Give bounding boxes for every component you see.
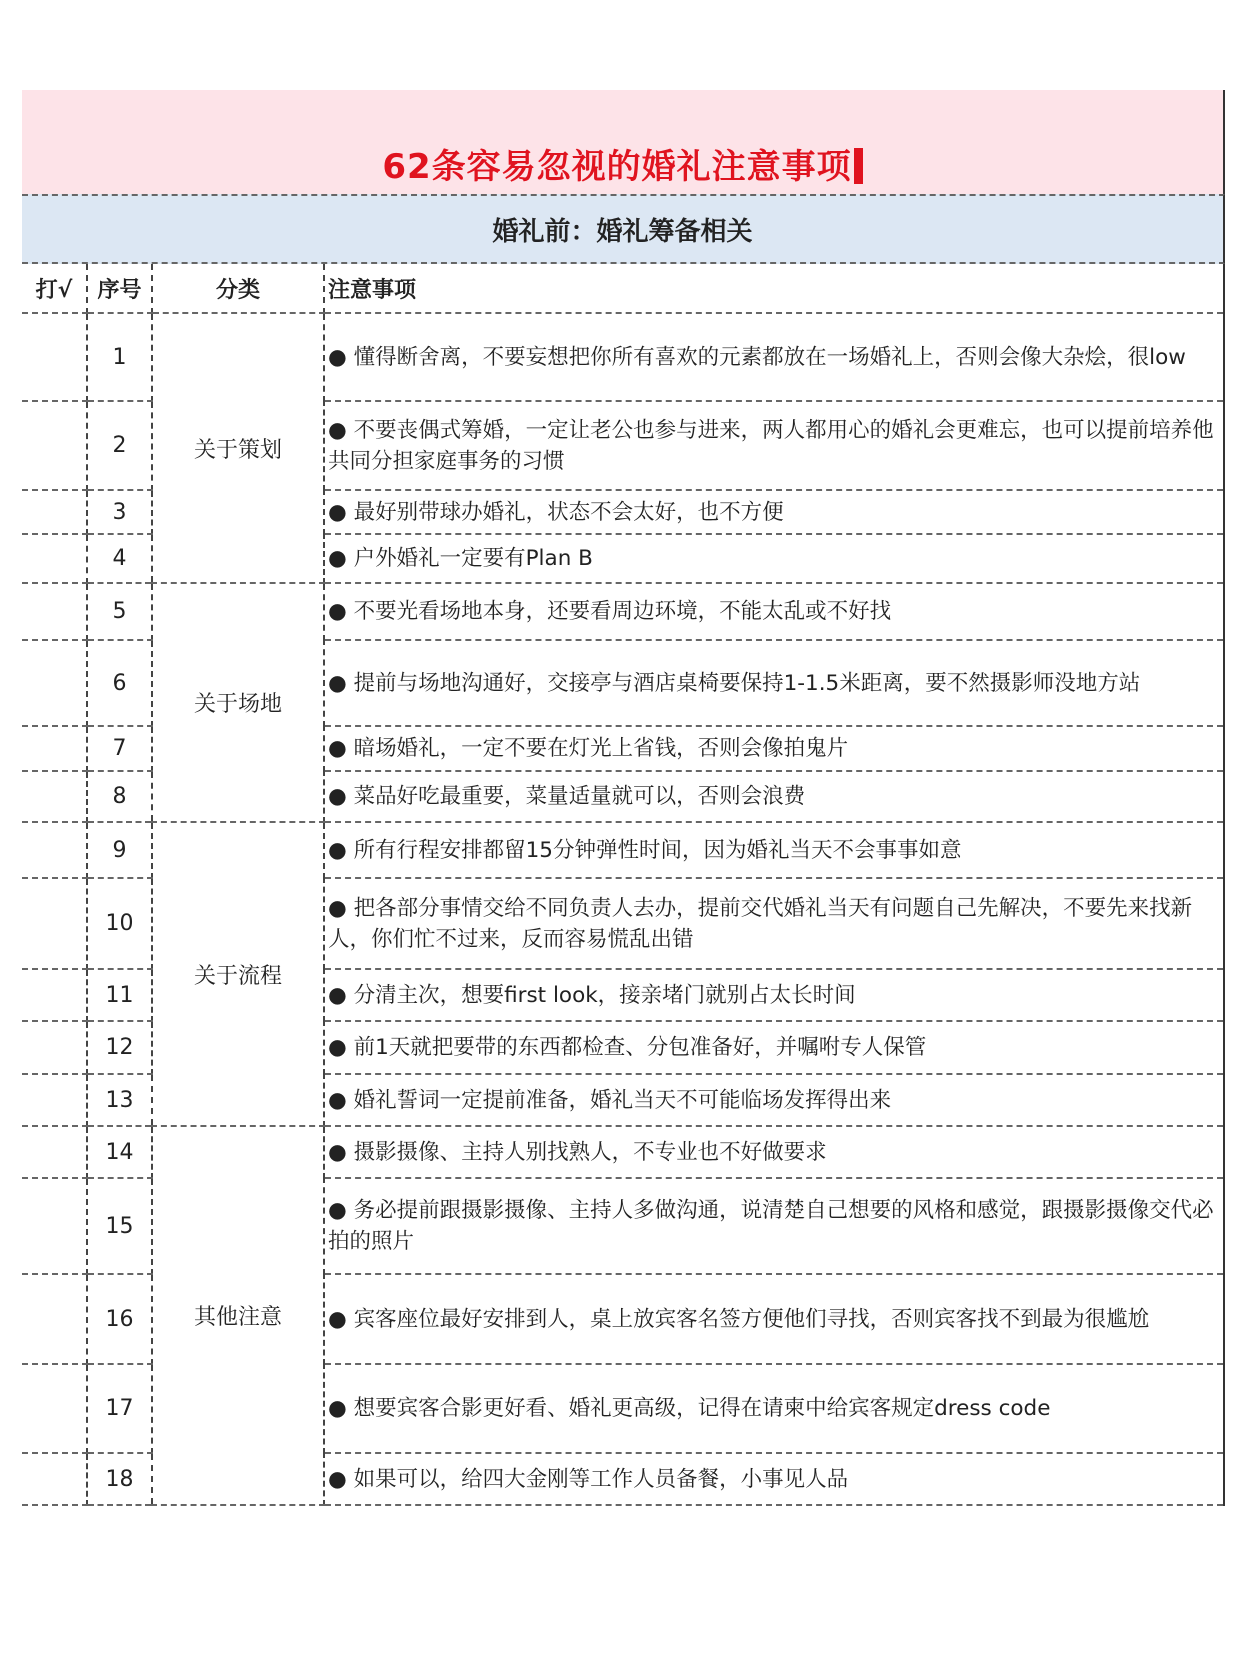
check-cell[interactable] [22, 490, 87, 534]
note-cell: ● 懂得断舍离，不要妄想把你所有喜欢的元素都放在一场婚礼上，否则会像大杂烩，很low [324, 313, 1224, 401]
check-cell[interactable] [22, 771, 87, 822]
header-category: 分类 [152, 264, 324, 313]
seq-cell: 16 [87, 1274, 152, 1364]
title-band [22, 90, 1225, 194]
header-row [22, 264, 1224, 313]
seq-cell: 4 [87, 534, 152, 583]
seq-cell: 14 [87, 1126, 152, 1178]
notes-table [22, 264, 1225, 1506]
seq-cell: 15 [87, 1178, 152, 1274]
check-cell[interactable] [22, 969, 87, 1021]
table-row [22, 822, 1224, 878]
note-cell: ● 最好别带球办婚礼，状态不会太好，也不方便 [324, 490, 1224, 534]
seq-cell: 7 [87, 726, 152, 771]
note-cell: ● 菜品好吃最重要，菜量适量就可以，否则会浪费 [324, 771, 1224, 822]
seq-cell: 8 [87, 771, 152, 822]
check-cell[interactable] [22, 640, 87, 726]
table-row [22, 313, 1224, 401]
category-cell: 关于场地 [152, 583, 324, 822]
note-cell: ● 婚礼誓词一定提前准备，婚礼当天不可能临场发挥得出来 [324, 1074, 1224, 1126]
seq-cell: 3 [87, 490, 152, 534]
note-cell: ● 暗场婚礼，一定不要在灯光上省钱，否则会像拍鬼片 [324, 726, 1224, 771]
note-cell: ● 提前与场地沟通好，交接亭与酒店桌椅要保持1-1.5米距离，要不然摄影师没地方站 [324, 640, 1224, 726]
check-cell[interactable] [22, 401, 87, 490]
category-cell: 其他注意 [152, 1126, 324, 1505]
check-cell[interactable] [22, 313, 87, 401]
seq-cell: 12 [87, 1021, 152, 1074]
check-cell[interactable] [22, 1021, 87, 1074]
check-cell[interactable] [22, 1364, 87, 1453]
check-cell[interactable] [22, 583, 87, 640]
note-cell: ● 摄影摄像、主持人别找熟人，不专业也不好做要求 [324, 1126, 1224, 1178]
seq-cell: 1 [87, 313, 152, 401]
note-cell: ● 不要光看场地本身，还要看周边环境，不能太乱或不好找 [324, 583, 1224, 640]
seq-cell: 10 [87, 878, 152, 969]
seq-cell: 17 [87, 1364, 152, 1453]
header-note: 注意事项 [324, 264, 1224, 313]
seq-cell: 2 [87, 401, 152, 490]
note-cell: ● 务必提前跟摄影摄像、主持人多做沟通，说清楚自己想要的风格和感觉，跟摄影摄像交代必拍的照片 [324, 1178, 1224, 1274]
seq-cell: 9 [87, 822, 152, 878]
seq-cell: 5 [87, 583, 152, 640]
note-cell: ● 前1天就把要带的东西都检查、分包准备好，并嘱咐专人保管 [324, 1021, 1224, 1074]
header-check: 打√ [22, 264, 87, 313]
seq-cell: 18 [87, 1453, 152, 1505]
check-cell[interactable] [22, 1178, 87, 1274]
page-title: 62条容易忽视的婚礼注意事项 [22, 139, 1223, 188]
check-cell[interactable] [22, 1126, 87, 1178]
check-cell[interactable] [22, 534, 87, 583]
note-cell: ● 户外婚礼一定要有Plan B [324, 534, 1224, 583]
check-cell[interactable] [22, 726, 87, 771]
check-cell[interactable] [22, 1453, 87, 1505]
table-row [22, 1126, 1224, 1178]
seq-cell: 11 [87, 969, 152, 1021]
category-cell: 关于流程 [152, 822, 324, 1126]
spreadsheet [22, 90, 1225, 1506]
note-cell: ● 把各部分事情交给不同负责人去办，提前交代婚礼当天有问题自己先解决，不要先来找新人，你们忙不过来，反而容易慌乱出错 [324, 878, 1224, 969]
note-cell: ● 所有行程安排都留15分钟弹性时间，因为婚礼当天不会事事如意 [324, 822, 1224, 878]
seq-cell: 13 [87, 1074, 152, 1126]
note-cell: ● 如果可以，给四大金刚等工作人员备餐，小事见人品 [324, 1453, 1224, 1505]
category-cell: 关于策划 [152, 313, 324, 583]
header-seq: 序号 [87, 264, 152, 313]
note-cell: ● 想要宾客合影更好看、婚礼更高级，记得在请柬中给宾客规定dress code [324, 1364, 1224, 1453]
note-cell: ● 不要丧偶式筹婚，一定让老公也参与进来，两人都用心的婚礼会更难忘，也可以提前培养他共同分担家庭事务的习惯 [324, 401, 1224, 490]
table-row [22, 583, 1224, 640]
check-cell[interactable] [22, 1074, 87, 1126]
check-cell[interactable] [22, 1274, 87, 1364]
section-header: 婚礼前：婚礼筹备相关 [22, 194, 1225, 264]
text-cursor [854, 148, 863, 184]
check-cell[interactable] [22, 878, 87, 969]
note-cell: ● 分清主次，想要first look，接亲堵门就别占太长时间 [324, 969, 1224, 1021]
check-cell[interactable] [22, 822, 87, 878]
seq-cell: 6 [87, 640, 152, 726]
note-cell: ● 宾客座位最好安排到人，桌上放宾客名签方便他们寻找，否则宾客找不到最为很尴尬 [324, 1274, 1224, 1364]
